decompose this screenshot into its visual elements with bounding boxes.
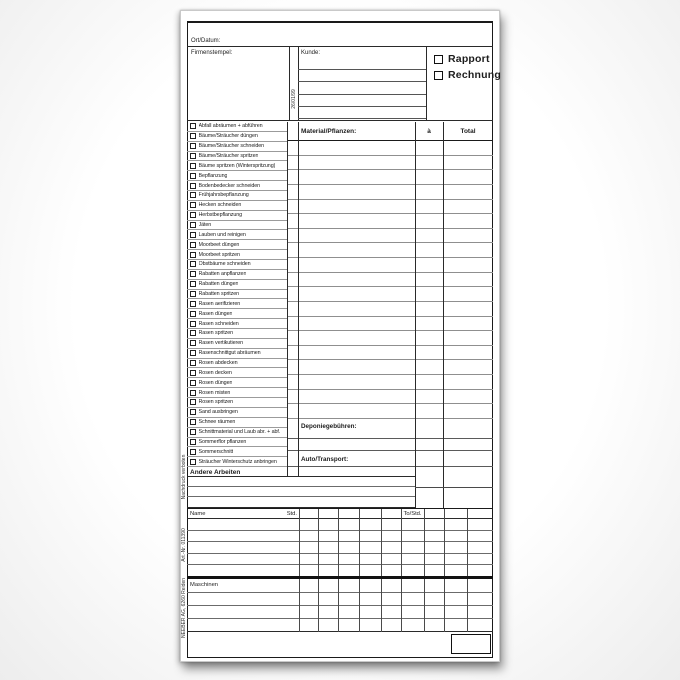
firmenstempel-label: Firmenstempel: <box>191 50 233 56</box>
rapport-checkbox-icon <box>434 55 443 64</box>
material-row <box>287 302 493 317</box>
personnel-row <box>187 519 493 531</box>
checklist-item <box>187 122 287 132</box>
checklist-item-label: Bodenbedecker schneiden <box>198 182 261 189</box>
checkbox-icon <box>190 123 196 129</box>
grid-line <box>338 579 339 633</box>
checkbox-icon <box>190 439 196 445</box>
checklist-item <box>187 349 287 359</box>
checklist-item-label: Bäume spritzen (Winterspritzung) <box>198 162 276 169</box>
checkbox-icon <box>190 340 196 346</box>
material-title: Material/Pflanzen: <box>301 128 357 135</box>
checklist-item <box>187 299 287 309</box>
personnel-row <box>187 554 493 566</box>
kunde-label: Kunde: <box>301 50 321 56</box>
andere-blank-row <box>187 487 415 497</box>
checkbox-icon <box>190 301 196 307</box>
material-table-header <box>287 122 493 141</box>
checklist-item <box>187 250 287 260</box>
checklist-item <box>187 309 287 319</box>
totals-side-cells <box>415 467 493 508</box>
checkbox-icon <box>190 252 196 258</box>
checkbox-icon <box>190 212 196 218</box>
maschinen-label: Maschinen <box>190 582 219 588</box>
article-number: Art.-Nr. 011390 <box>180 528 187 562</box>
checklist-item-label: Sommerschnitt <box>198 448 234 455</box>
checkbox-icon <box>190 321 196 327</box>
personnel-row <box>187 531 493 543</box>
checklist-item-label: Schnee räumen <box>198 419 236 426</box>
checkbox-icon <box>190 153 196 159</box>
to-std-column-header: To/Std. <box>403 510 422 517</box>
checklist-item <box>187 171 287 181</box>
paper-form-sheet <box>180 10 500 662</box>
checklist-item-label: Rasen aerifizieren <box>198 300 241 307</box>
maschinen-row <box>187 606 493 619</box>
checklist-item-label: Rasenschnittgut abräumen <box>198 350 261 357</box>
rechnung-label: Rechnung <box>448 69 501 81</box>
checklist-item <box>187 290 287 300</box>
grid-line <box>299 509 300 576</box>
checklist-item <box>187 270 287 280</box>
checklist-item <box>187 240 287 250</box>
checkbox-icon <box>190 459 196 465</box>
checkbox-icon <box>190 380 196 386</box>
checkbox-icon <box>190 222 196 228</box>
material-rows <box>287 141 493 419</box>
checklist-item <box>187 211 287 221</box>
checkbox-icon <box>190 419 196 425</box>
material-row <box>287 404 493 419</box>
material-row <box>287 141 493 156</box>
checklist-item-label: Lauben und reinigen <box>198 231 246 238</box>
checklist-item <box>187 132 287 142</box>
grid-line <box>338 509 339 576</box>
andere-arbeiten-label: Andere Arbeiten <box>190 468 241 476</box>
ort-datum-label: Ort/Datum: <box>191 38 221 44</box>
checkbox-icon <box>190 133 196 139</box>
checklist-item <box>187 142 287 152</box>
ort-datum-row <box>187 21 493 47</box>
grid-line <box>298 122 299 477</box>
checklist-item-label: Frühjahrsbepflanzung <box>198 192 249 199</box>
checklist-item-label: Sträucher Winterschutz anbringen <box>198 458 277 465</box>
customer-write-line <box>298 81 426 82</box>
checklist-item <box>187 191 287 201</box>
checklist-item-label: Rosen misten <box>198 389 231 396</box>
checklist-item-label: Bäume/Sträucher düngen <box>198 133 258 140</box>
checklist-item-label: Rabatten anpflanzen <box>198 271 247 278</box>
material-row <box>287 156 493 171</box>
transport-label: Auto/Transport: <box>301 456 349 463</box>
maschinen-row <box>187 593 493 606</box>
checklist-item-label: Abfall abräumen + abführen <box>198 123 263 130</box>
printer-imprint: NEEBER AG, 6260 Reiden <box>180 577 187 639</box>
material-row <box>287 229 493 244</box>
material-row <box>287 273 493 288</box>
checklist-item-label: Sand ausbringen <box>198 409 238 416</box>
deponie-row <box>287 419 493 439</box>
checklist-item <box>187 161 287 171</box>
grid-line <box>467 579 468 633</box>
personnel-header-row <box>187 509 493 519</box>
checklist-item-label: Rabatten spritzen <box>198 291 240 298</box>
checkbox-icon <box>190 350 196 356</box>
divider-line <box>298 47 299 121</box>
material-row <box>287 375 493 390</box>
form-revision-date: 26/01/99 <box>290 89 297 109</box>
doc-type-rapport <box>434 53 490 65</box>
checklist-item <box>187 181 287 191</box>
grid-line <box>444 579 445 633</box>
grand-total-box <box>451 634 491 654</box>
fees-transport-rows <box>287 419 493 467</box>
checklist-item-label: Jäten <box>198 222 212 229</box>
andere-blank-row <box>187 497 415 508</box>
checkbox-icon <box>190 202 196 208</box>
customer-write-line <box>298 69 426 70</box>
checkbox-icon <box>190 232 196 238</box>
checklist-item <box>187 378 287 388</box>
checklist-item-label: Herbstbepflanzung <box>198 212 243 219</box>
checkbox-icon <box>190 311 196 317</box>
checkbox-icon <box>190 183 196 189</box>
material-row <box>287 185 493 200</box>
checklist-item-label: Moorbeet düngen <box>198 241 240 248</box>
grid-line <box>401 509 402 576</box>
checkbox-icon <box>190 281 196 287</box>
maschinen-row <box>187 619 493 632</box>
checklist-item <box>187 388 287 398</box>
checklist-item <box>187 428 287 438</box>
checklist-item <box>187 359 287 369</box>
checklist-item <box>187 457 287 467</box>
material-row <box>287 258 493 273</box>
checkbox-icon <box>190 390 196 396</box>
reprint-notice: Nachdruck verboten <box>180 454 187 500</box>
checkbox-icon <box>190 173 196 179</box>
checkbox-icon <box>190 330 196 336</box>
checklist-item <box>187 201 287 211</box>
grid-line <box>415 487 493 488</box>
checklist-item <box>187 398 287 408</box>
andere-arbeiten-section <box>187 467 415 508</box>
andere-header-row <box>187 467 415 477</box>
deponie-label: Deponiegebühren: <box>301 423 357 430</box>
grid-line <box>444 509 445 576</box>
material-row <box>287 360 493 375</box>
checklist-item <box>187 368 287 378</box>
material-row <box>287 287 493 302</box>
checklist-item-label: Bäume/Sträucher spritzen <box>198 153 259 159</box>
checklist-item <box>187 438 287 448</box>
rechnung-checkbox-icon <box>434 71 443 80</box>
checkbox-icon <box>190 429 196 435</box>
checkbox-icon <box>190 360 196 366</box>
total-column-header: Total <box>460 128 476 135</box>
checklist-item-label: Bäume/Sträucher schneiden <box>198 143 265 150</box>
customer-write-line <box>298 118 426 119</box>
checklist-item-label: Rosen abdecken <box>198 360 238 367</box>
checklist-item <box>187 152 287 162</box>
checklist-item <box>187 339 287 349</box>
checklist-item-label: Obstbäume schneiden <box>198 261 251 268</box>
checkbox-icon <box>190 271 196 277</box>
checklist-item-label: Rosen decken <box>198 369 232 376</box>
checkbox-icon <box>190 409 196 415</box>
grid-line <box>287 122 288 477</box>
customer-write-line <box>298 106 426 107</box>
maschinen-table <box>187 579 493 633</box>
checklist-item-label: Moorbeet spritzen <box>198 251 240 258</box>
checkbox-icon <box>190 242 196 248</box>
grid-line <box>318 579 319 633</box>
checklist-item <box>187 260 287 270</box>
divider-line <box>426 47 427 121</box>
grid-line <box>401 579 402 633</box>
checklist-item-label: Bepflanzung <box>198 172 228 179</box>
grid-line <box>424 509 425 576</box>
checklist-item <box>187 230 287 240</box>
checkbox-icon <box>190 143 196 149</box>
checkbox-icon <box>190 370 196 376</box>
grid-line <box>443 122 444 508</box>
checklist-item <box>187 408 287 418</box>
checkbox-icon <box>190 399 196 405</box>
grid-line <box>359 579 360 633</box>
grid-line <box>299 579 300 633</box>
checklist-item-label: Rasen vertikutieren <box>198 340 244 347</box>
material-row <box>287 390 493 405</box>
material-row <box>287 200 493 215</box>
personnel-table <box>187 508 493 576</box>
blank-row <box>287 439 493 451</box>
checkbox-icon <box>190 163 196 169</box>
material-row <box>287 317 493 332</box>
checklist-item-label: Hecken schneiden <box>198 202 242 209</box>
checklist-item <box>187 280 287 290</box>
grid-line <box>424 579 425 633</box>
checklist-item-label: Rosen spritzen <box>198 399 234 406</box>
personnel-row <box>187 542 493 554</box>
grid-line <box>467 509 468 576</box>
checklist-item <box>187 221 287 231</box>
std-column-header: Std. <box>286 510 297 517</box>
checklist-item-label: Sommerflor pflanzen <box>198 438 247 445</box>
grid-line <box>415 122 416 508</box>
checklist-item-label: Rasen düngen <box>198 310 233 317</box>
doc-type-rechnung <box>434 69 501 81</box>
checkbox-icon <box>190 261 196 267</box>
divider-line <box>289 47 290 121</box>
checklist-item-label: Rosen düngen <box>198 379 233 386</box>
customer-write-line <box>298 94 426 95</box>
material-row <box>287 346 493 361</box>
material-row <box>287 170 493 185</box>
checkbox-icon <box>190 192 196 198</box>
material-row <box>287 331 493 346</box>
unit-price-column-header: à <box>427 128 431 135</box>
name-column-header: Name <box>190 510 206 517</box>
task-checklist <box>187 122 287 467</box>
checklist-item-label: Rasen spritzen <box>198 330 234 337</box>
checkbox-icon <box>190 291 196 297</box>
checkbox-icon <box>190 449 196 455</box>
checklist-item <box>187 319 287 329</box>
checklist-item <box>187 418 287 428</box>
grid-line <box>318 509 319 576</box>
checklist-item-label: Schnittmaterial und Laub abr. + abf. <box>198 429 281 436</box>
grid-line <box>381 579 382 633</box>
andere-blank-row <box>187 477 415 487</box>
stamp-customer-section <box>187 47 501 121</box>
checklist-item-label: Rabatten düngen <box>198 281 239 288</box>
grid-line <box>359 509 360 576</box>
material-row <box>287 243 493 258</box>
rapport-label: Rapport <box>448 53 490 65</box>
checklist-item <box>187 447 287 457</box>
checklist-item <box>187 329 287 339</box>
maschinen-header-row <box>187 579 493 593</box>
grid-line <box>381 509 382 576</box>
material-row <box>287 214 493 229</box>
transport-row <box>287 451 493 467</box>
checklist-item-label: Rasen schneiden <box>198 320 239 327</box>
